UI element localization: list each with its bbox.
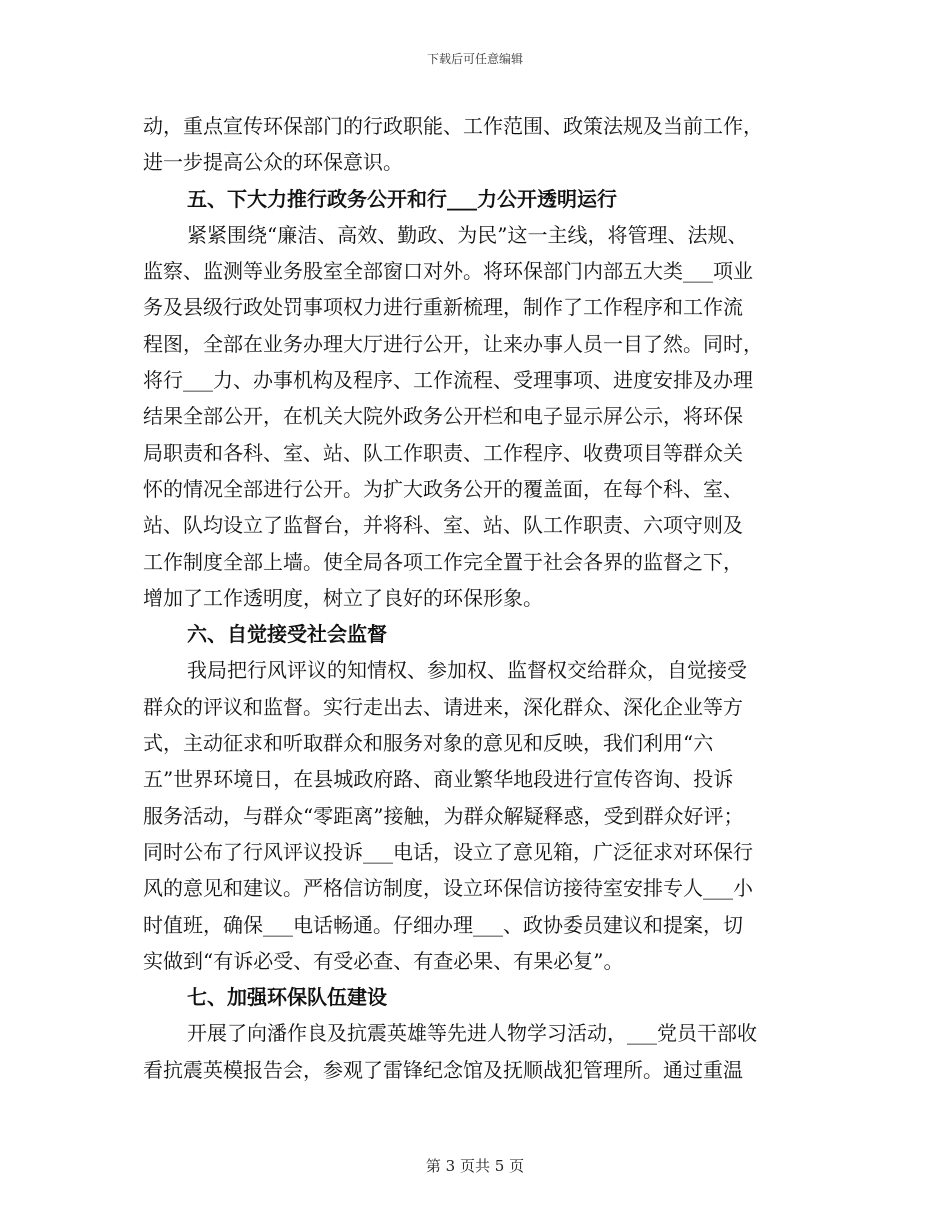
paragraph-line: 进一步提高公众的环保意识。 [143,150,403,175]
section-heading: 五、下大力推行政务公开和行___力公开透明运行 [187,186,617,211]
paragraph-line: 紧紧围绕“廉洁、高效、勤政、为民”这一主线，将管理、法规、 [187,222,748,247]
paragraph-line: 监察、监测等业务股室全部窗口对外。将环保部门内部五大类___项业 [143,259,753,284]
page-footer: 第 3 页共 5 页 [425,1157,525,1175]
paragraph-line: 开展了向潘作良及抗震英雄等先进人物学习活动，___党员干部收 [187,1021,757,1046]
paragraph-line: 增加了工作透明度，树立了良好的环保形象。 [143,585,543,610]
paragraph-line: 程图，全部在业务办理大厅进行公开，让来办事人员一目了然。同时， [143,331,763,356]
paragraph-line: 式，主动征求和听取群众和服务对象的意见和反映，我们利用“六 [143,731,714,756]
section-heading: 七、加强环保队伍建设 [187,985,387,1010]
section-heading: 六、自觉接受社会监督 [187,622,387,647]
paragraph-line: 结果全部公开，在机关大院外政务公开栏和电子显示屏公示，将环保 [143,404,743,429]
paragraph-line: 实做到“有诉必受、有受必查、有查必果、有果必复”。 [143,948,624,973]
paragraph-line: 同时公布了行风评议投诉___电话，设立了意见箱，广泛征求对环保行 [143,839,753,864]
paragraph-line: 工作制度全部上墙。使全局各项工作完全置于社会各界的监督之下， [143,549,743,574]
paragraph-line: 怀的情况全部进行公开。为扩大政务公开的覆盖面，在每个科、室、 [143,476,743,501]
paragraph-line: 局职责和各科、室、站、队工作职责、工作程序、收费项目等群众关 [143,440,743,465]
paragraph-line: 五”世界环境日，在县城政府路、商业繁华地段进行宣传咨询、投诉 [143,767,734,792]
paragraph-line: 群众的评议和监督。实行走出去、请进来，深化群众、深化企业等方 [143,694,743,719]
paragraph-line: 风的意见和建议。严格信访制度，设立环保信访接待室安排专人___小 [143,876,753,901]
paragraph-line: 服务活动，与群众“零距离”接触，为群众解疑释惑，受到群众好评； [143,803,744,828]
paragraph-line: 我局把行风评议的知情权、参加权、监督权交给群众，自觉接受 [187,658,747,683]
paragraph-line: 看抗震英模报告会，参观了雷锋纪念馆及抚顺战犯管理所。通过重温 [143,1057,743,1082]
paragraph-line: 时值班，确保___电话畅通。仔细办理___、政协委员建议和提案，切 [143,912,743,937]
paragraph-line: 动，重点宣传环保部门的行政职能、工作范围、政策法规及当前工作， [143,114,763,138]
document-body [143,108,811,1088]
paragraph-line: 站、队均设立了监督台，并将科、室、站、队工作职责、六项守则及 [143,513,743,538]
page-header: 下载后可任意编辑 [426,52,523,66]
paragraph-line: 务及县级行政处罚事项权力进行重新梳理，制作了工作程序和工作流 [143,295,743,320]
paragraph-line: 将行___力、办事机构及程序、工作流程、受理事项、进度安排及办理 [143,368,753,393]
